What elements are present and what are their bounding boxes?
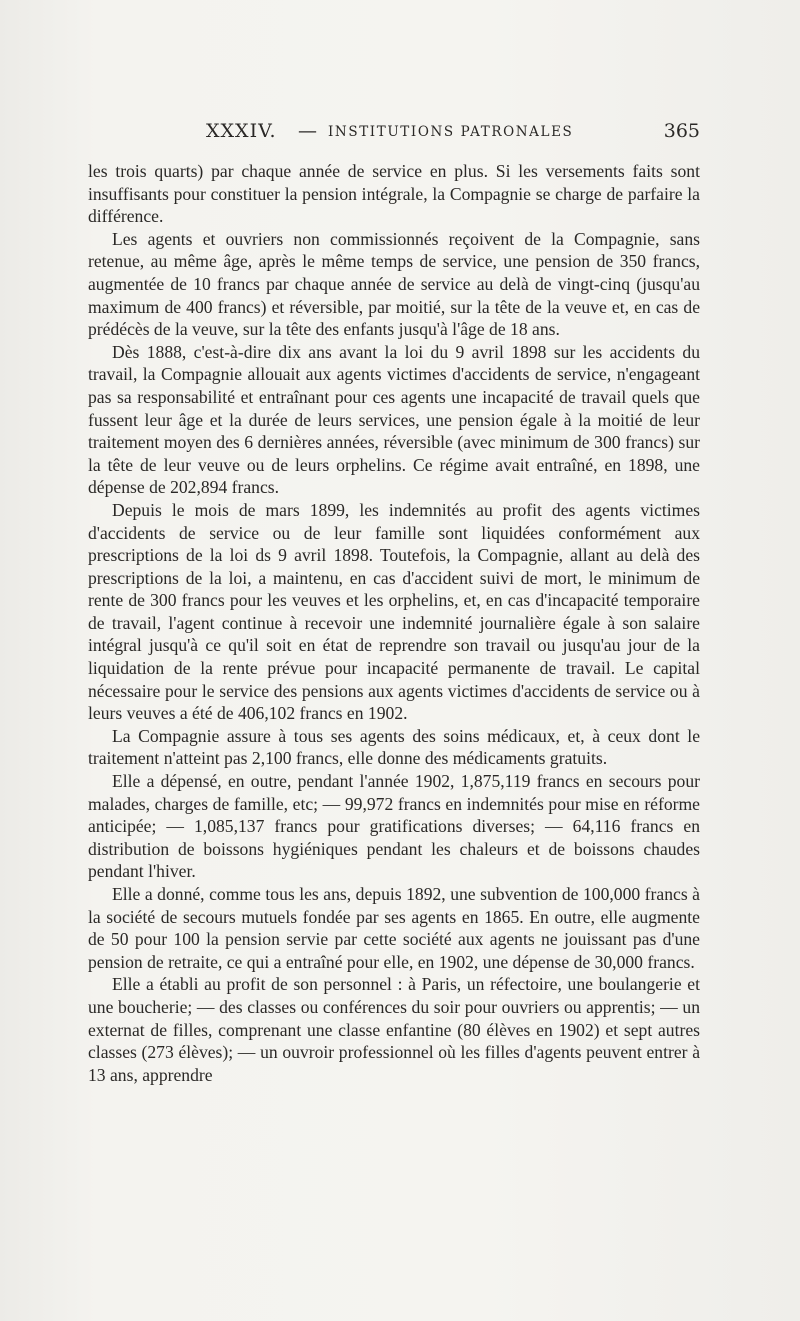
paragraph: La Compagnie assure à tous ses agents des soins médicaux, et, à ceux dont le traitement n'atteint pas 2,100 francs, elle donne des médicaments gratuits. <box>88 725 700 769</box>
running-header <box>88 120 700 146</box>
header-dash: — <box>298 120 317 142</box>
paragraph: Les agents et ouvriers non commissionnés reçoivent de la Compagnie, sans retenue, au même âge, après le même temps de service, une pension de 350 francs, augmentée de 10 francs par chaque année de service au delà de vingt-cinq (jusqu'au maximum de 400 francs) et réversible, par moitié, sur la tête de la veuve et, en cas de prédécès de la veuve, sur la tête des enfants jusqu'à l'âge de 18 ans. <box>88 228 700 340</box>
chapter-number: XXXIV. <box>206 120 277 142</box>
paragraph-continued: les trois quarts) par chaque année de service en plus. Si les versements faits sont insuffisants pour constituer la pension intégrale, la Compagnie se charge de parfaire la différence. <box>88 161 700 227</box>
paragraph: Elle a donné, comme tous les ans, depuis 1892, une subvention de 100,000 francs à la société de secours mutuels fondée par ses agents en 1865. En outre, elle augmente de 50 pour 100 la pension servie par cette société aux agents ne jouissant pas d'une pension de retraite, ce qui a entraîné pour elle, en 1902, une dépense de 30,000 francs. <box>88 884 700 972</box>
paragraph: Dès 1888, c'est-à-dire dix ans avant la loi du 9 avril 1898 sur les accidents du travail, la Compagnie allouait aux agents victimes d'accidents de service, n'engageant pas sa responsabilité et entraînant pour ces agents une incapacité de travail quels que fussent leur âge et la durée de leurs services, une pension égale à la moitié de leur traitement moyen des 6 dernières années, réversible (avec minimum de 300 francs) sur la tête de leur veuve ou de leurs orphelins. Ce régime avait entraîné, en 1898, une dépense de 202,894 francs. <box>88 341 700 498</box>
paragraph: Elle a établi au profit de son personnel : à Paris, un réfectoire, une boulangerie et une boucherie; — des classes ou conférences du soir pour ouvriers ou apprentis; — un externat de filles, comprenant une classe enfantine (80 élèves en 1902) et sept autres classes (273 élèves); — un ouvroir professionnel où les filles d'agents peuvent entrer à 13 ans, apprendre <box>88 974 700 1085</box>
page-number: 365 <box>663 120 700 142</box>
body-text <box>88 160 700 1086</box>
paragraph: Elle a dépensé, en outre, pendant l'année 1902, 1,875,119 francs en secours pour malades, charges de famille, etc; — 99,972 francs en indemnités pour mise en réforme anticipée; — 1,085,137 francs pour gratifications diverses; — 64,116 francs en distribution de boissons hygiéniques pendant les chaleurs et de boissons chaudes pendant l'hiver. <box>88 771 700 882</box>
paragraph: Depuis le mois de mars 1899, les indemnités au profit des agents victimes d'accidents de service ou de leur famille sont liquidées conformément aux prescriptions de la loi ds 9 avril 1898. Toutefois, la Compagnie, allant au delà des prescriptions de la loi, a maintenu, en cas d'accident suivi de mort, le minimum de rente de 300 francs pour les veuves et les orphelins, et, en cas d'incapacité temporaire de travail, l'agent continue à recevoir une indemnité journalière égale à son salaire intégral jusqu'à ce qu'il soit en état de reprendre son travail ou jusqu'au jour de la liquidation de la rente prévue pour incapacité permanente de travail. Le capital nécessaire pour le service des pensions aux agents victimes d'accidents de service ou à leurs veuves a été de 406,102 francs en 1902. <box>88 499 700 724</box>
section-title: INSTITUTIONS PATRONALES <box>328 124 574 140</box>
